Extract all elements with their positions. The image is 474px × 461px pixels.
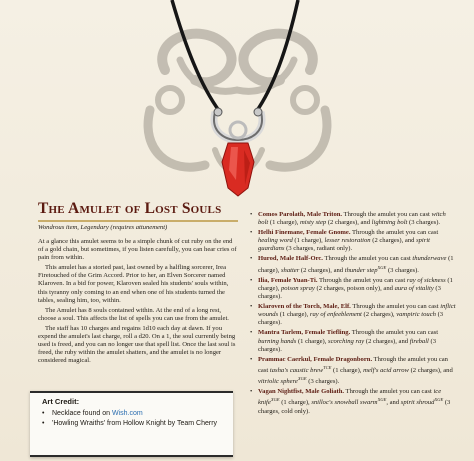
bullet-icon: •: [42, 420, 45, 427]
soul-text: (1 charge),: [292, 237, 325, 245]
spell-name: ray of sickness: [406, 276, 446, 284]
soul-name: Hurod, Male Half-Orc.: [258, 255, 323, 263]
soul-text: , and: [386, 399, 401, 407]
art-credit-item: [42, 419, 227, 428]
description-paragraph: The staff has 10 charges and regains 1d10 each day at dawn. If you expend the amulet's last charge, roll a d20. On a 1, the soul currently being used is freed, and you can no longer use that spell list. Once the last soul is freed, the ruby within the amulet shatters, and the amulet is no longer considered magical.: [38, 324, 236, 365]
soul-list-item: [250, 356, 456, 387]
soul-list-column: [250, 211, 456, 418]
item-subtitle: Wondrous item, Legendary (requires attunement): [38, 224, 168, 231]
soul-list-item: [250, 229, 456, 253]
description-paragraph: At a glance this amulet seems to be a simple chunk of cut ruby on the end of a gold chain, but sometimes, if you listen carefully, you can hear cries of pain from within.: [38, 238, 237, 262]
source-superscript: XGE: [297, 376, 307, 382]
art-credit-text: 'Howling Wraiths' from Hollow Knight by Team Cherry: [52, 420, 218, 427]
soul-text: (3 charges).: [306, 378, 340, 386]
soul-text: Through the amulet you can cast: [344, 388, 434, 396]
spell-name: fireball: [409, 337, 429, 345]
description-paragraph: This amulet has a storied past, last owned by a halfling sorcerer, Irea Firetouched of the Grim Accord. Prior to her, an Elven Sorcerer named Klaroven. In a bid for power, Klaroven sealed his students' souls within, this tyranny only coming to an end when one of his students turned the tables, sealing him, too, within.: [38, 264, 229, 304]
spell-name: inflict wounds: [258, 303, 456, 319]
amulet-setting-icon: [214, 108, 262, 140]
soul-text: Through the amulet you can cast: [350, 303, 441, 311]
soul-text: Through the amulet you can cast: [350, 229, 439, 237]
source-superscript: XGE: [270, 397, 280, 403]
item-title: The Amulet of Lost Souls: [38, 200, 222, 217]
spell-name: spirit guardians: [258, 237, 430, 253]
soul-text: (1 charge),: [268, 219, 300, 227]
spell-name: burning hands: [258, 337, 297, 345]
soul-name: Klaroven of the Torch, Male, Elf.: [258, 303, 351, 311]
soul-text: Through the amulet you can cast: [322, 255, 413, 263]
soul-text: Through the amulet you can cast: [317, 276, 407, 284]
soul-text: (2 charges, poison only), and: [314, 284, 395, 292]
soul-list-item: [250, 329, 456, 353]
description-paragraph: The Amulet has 8 souls contained within. At the end of a long rest, choose a soul. This affects the list of spells you can use from the amulet.: [38, 306, 229, 322]
spell-name: vampiric touch: [396, 311, 436, 319]
soul-text: Through the amulet you can cast: [258, 355, 448, 374]
spell-name: poison spray: [280, 284, 315, 292]
soul-list-item: [250, 303, 456, 327]
soul-list-item: [250, 255, 456, 274]
ruby-gem-icon: [222, 143, 254, 196]
spell-name: witch bolt: [258, 211, 446, 227]
soul-text: (3 charges, cold only).: [258, 399, 451, 415]
spell-name: lightning bolt: [371, 219, 408, 227]
soul-text: (2 charges), and: [326, 219, 372, 227]
bullet-icon: •: [250, 276, 253, 284]
bullet-icon: •: [250, 255, 253, 263]
spell-name: tasha's caustic brew: [269, 366, 324, 374]
art-credit-box: [30, 391, 233, 457]
spell-name: snilloc's snowball swarm: [311, 399, 378, 407]
soul-text: (2 charges), and: [370, 237, 417, 245]
art-credit-heading: Art Credit:: [42, 397, 80, 406]
soul-text: (1 charge),: [258, 255, 454, 274]
spell-name: aura of vitality: [394, 284, 434, 292]
spell-name: vitriolic sphere: [258, 378, 298, 386]
soul-text: (3 charges).: [258, 311, 444, 327]
spell-name: misty step: [300, 219, 327, 227]
bullet-icon: •: [250, 388, 253, 396]
soul-text: (1 charge),: [279, 399, 312, 407]
spell-name: thunder step: [344, 266, 378, 274]
spell-name: lesser restoration: [324, 237, 371, 245]
soul-text: (3 charges).: [407, 219, 441, 227]
spell-name: scorching ray: [328, 337, 365, 345]
soul-text: (3 charges).: [258, 337, 437, 353]
wish-link[interactable]: Wish.com: [111, 410, 143, 417]
source-superscript: XGE: [434, 397, 444, 403]
spell-name: ice knife: [258, 388, 442, 407]
soul-text: (2 charges), and: [299, 266, 345, 274]
source-superscript: XGE: [377, 264, 387, 270]
spell-name: melf's acid arrow: [363, 366, 409, 374]
spell-name: spirit shroud: [400, 399, 435, 407]
description-column: [38, 238, 238, 367]
bullet-icon: •: [42, 410, 45, 417]
soul-name: Mantra Tarlem, Female Tiefling.: [258, 329, 351, 337]
soul-name: Prammac Caerkul, Female Dragonborn.: [258, 355, 373, 363]
soul-text: (3 charges).: [258, 284, 441, 301]
soul-name: Helhi Finemane, Female Gnome.: [258, 229, 351, 237]
spell-name: shatter: [280, 266, 300, 274]
soul-list-item: [250, 277, 456, 301]
soul-text: (3 charges).: [386, 266, 419, 274]
spell-name: healing word: [258, 237, 293, 245]
art-credit-list: [42, 409, 227, 429]
soul-list-item: [250, 388, 456, 415]
soul-name: Ilia, Female Yuan-Ti.: [258, 276, 318, 284]
bullet-icon: •: [250, 355, 253, 363]
spell-name: thunderwave: [412, 255, 447, 263]
amulet-illustration: [0, 0, 474, 215]
soul-text: (1 charge),: [296, 337, 329, 345]
soul-text: (1 charge),: [278, 311, 310, 319]
soul-text: (2 charges), and: [408, 366, 453, 374]
bullet-icon: •: [250, 329, 253, 337]
source-superscript: XGE: [377, 397, 387, 403]
bullet-icon: •: [250, 211, 253, 218]
soul-text: (1 charge),: [331, 366, 364, 374]
source-superscript: TCE: [323, 364, 332, 370]
art-credit-item: [42, 409, 227, 418]
soul-text: (2 charges),: [361, 311, 397, 319]
soul-name: Comos Parolath, Male Triton.: [258, 211, 343, 218]
bullet-icon: •: [250, 229, 253, 237]
soul-list-item: [250, 211, 456, 227]
soul-text: (1 charge),: [258, 276, 453, 292]
soul-text: (2 charges), and: [364, 337, 410, 345]
soul-name: Vagan Nightfist, Male Goliath.: [258, 388, 345, 396]
soul-text: Through the amulet you can cast: [350, 329, 439, 337]
spell-name: ray of enfeeblement: [309, 311, 362, 319]
soul-list: [250, 211, 456, 416]
soul-text: Through the amulet you can cast: [342, 211, 432, 218]
art-credit-text: Necklace found on: [52, 410, 112, 417]
bullet-icon: •: [250, 303, 253, 311]
soul-text: (3 charges, radiant only).: [284, 245, 353, 253]
title-divider: [38, 220, 238, 222]
